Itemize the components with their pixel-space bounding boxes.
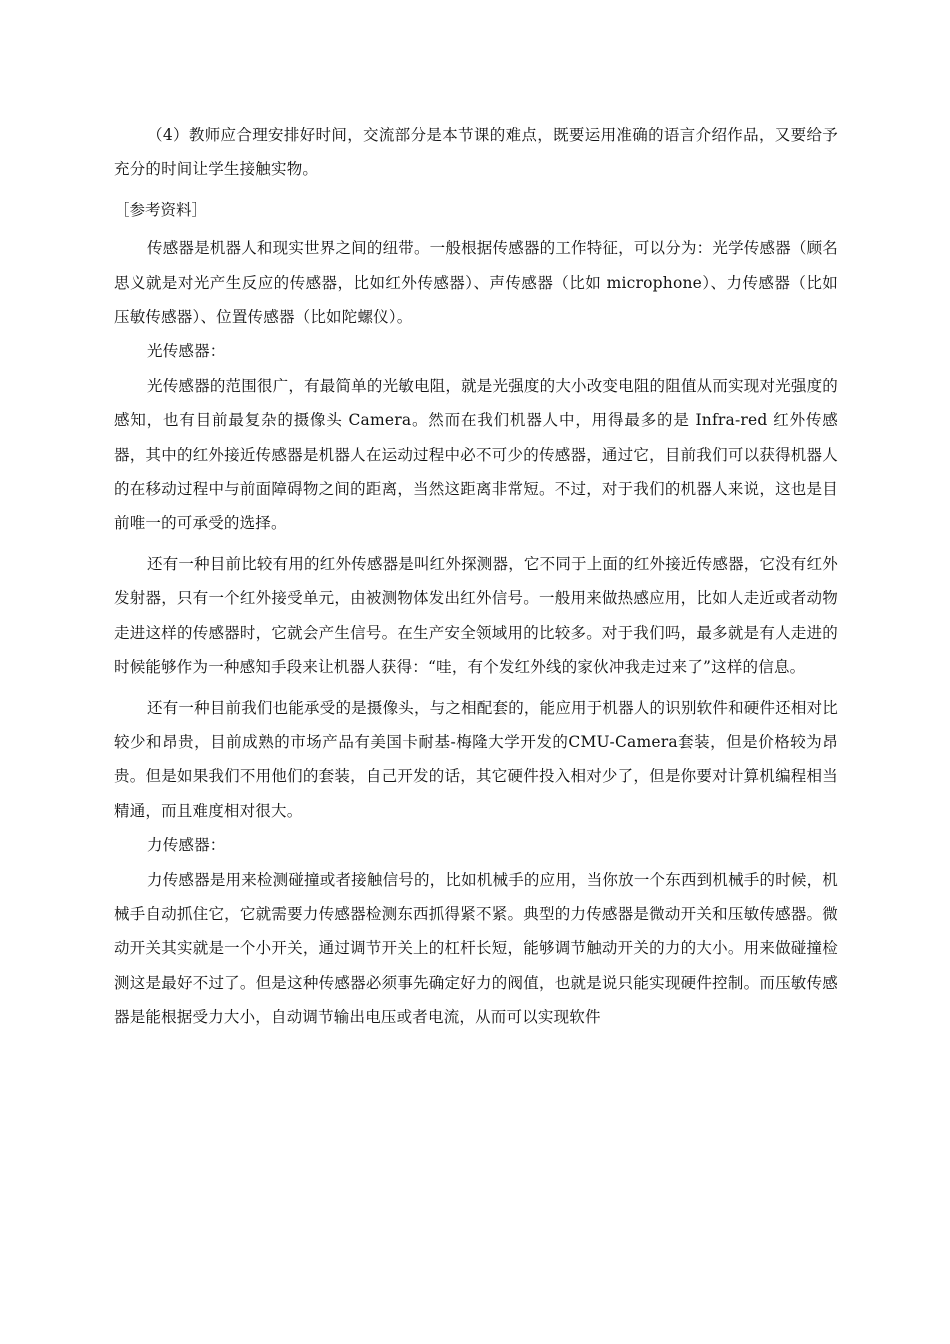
paragraph-light-sensor: 光传感器的范围很广，有最简单的光敏电阻，就是光强度的大小改变电阻的阻值从而实现对光强度的感知，也有目前最复杂的摄像头 Camera。然而在我们机器人中，用得最多的是 Infra-red 红外传感器，其中的红外接近传感器是机器人在运动过程中必不可少的传感器，通过它，目前我们可以获得机器人的在移动过程中与前面障碍物之间的距离，当然这距离非常短。不过，对于我们的机器人来说，这也是目前唯一的可承受的选择。 xyxy=(114,376,838,533)
subheading-light-sensor: 光传感器： xyxy=(147,342,226,361)
paragraph-infrared-detector: 还有一种目前比较有用的红外传感器是叫红外探测器，它不同于上面的红外接近传感器，它没有红外发射器，只有一个红外接受单元，由被测物体发出红外信号。一般用来做热感应用，比如人走近或者动物走进这样的传感器时，它就会产生信号。在生产安全领域用的比较多。对于我们吗，最多就是有人走进的时候能够作为一种感知手段来让机器人获得：“哇，有个发红外线的家伙冲我走过来了”这样的信息。 xyxy=(114,554,838,677)
paragraph-teacher-note: （4）教师应合理安排好时间，交流部分是本节课的难点，既要运用准确的语言介绍作品，又要给予充分的时间让学生接触实物。 xyxy=(114,126,838,179)
paragraph-camera: 还有一种目前我们也能承受的是摄像头，与之相配套的，能应用于机器人的识别软件和硬件还相对比较少和昂贵，目前成熟的市场产品有美国卡耐基-梅隆大学开发的CMU-Camera套装，但是价格较为昂贵。但是如果我们不用他们的套装，自己开发的话，其它硬件投入相对少了，但是你要对计算机编程相当精通，而且难度相对很大。 xyxy=(114,698,838,820)
reference-heading: ［参考资料］ xyxy=(114,200,208,219)
paragraph-sensor-intro: 传感器是机器人和现实世界之间的纽带。一般根据传感器的工作特征，可以分为：光学传感器（顾名思义就是对光产生反应的传感器，比如红外传感器）、声传感器（比如 microphone）、力传感器（比如压敏传感器）、位置传感器（比如陀螺仪）。 xyxy=(114,239,838,327)
document-body xyxy=(114,118,838,1035)
paragraph-force-sensor: 力传感器是用来检测碰撞或者接触信号的，比如机械手的应用，当你放一个东西到机械手的时候，机械手自动抓住它，它就需要力传感器检测东西抓得紧不紧。典型的力传感器是微动开关和压敏传感器。微动开关其实就是一个小开关，通过调节开关上的杠杆长短，能够调节触动开关的力的大小。用来做碰撞检测这是最好不过了。但是这种传感器必须事先确定好力的阀值，也就是说只能实现硬件控制。而压敏传感器是能根据受力大小，自动调节输出电压或者电流，从而可以实现软件 xyxy=(114,870,838,1027)
subheading-force-sensor: 力传感器： xyxy=(147,836,226,855)
